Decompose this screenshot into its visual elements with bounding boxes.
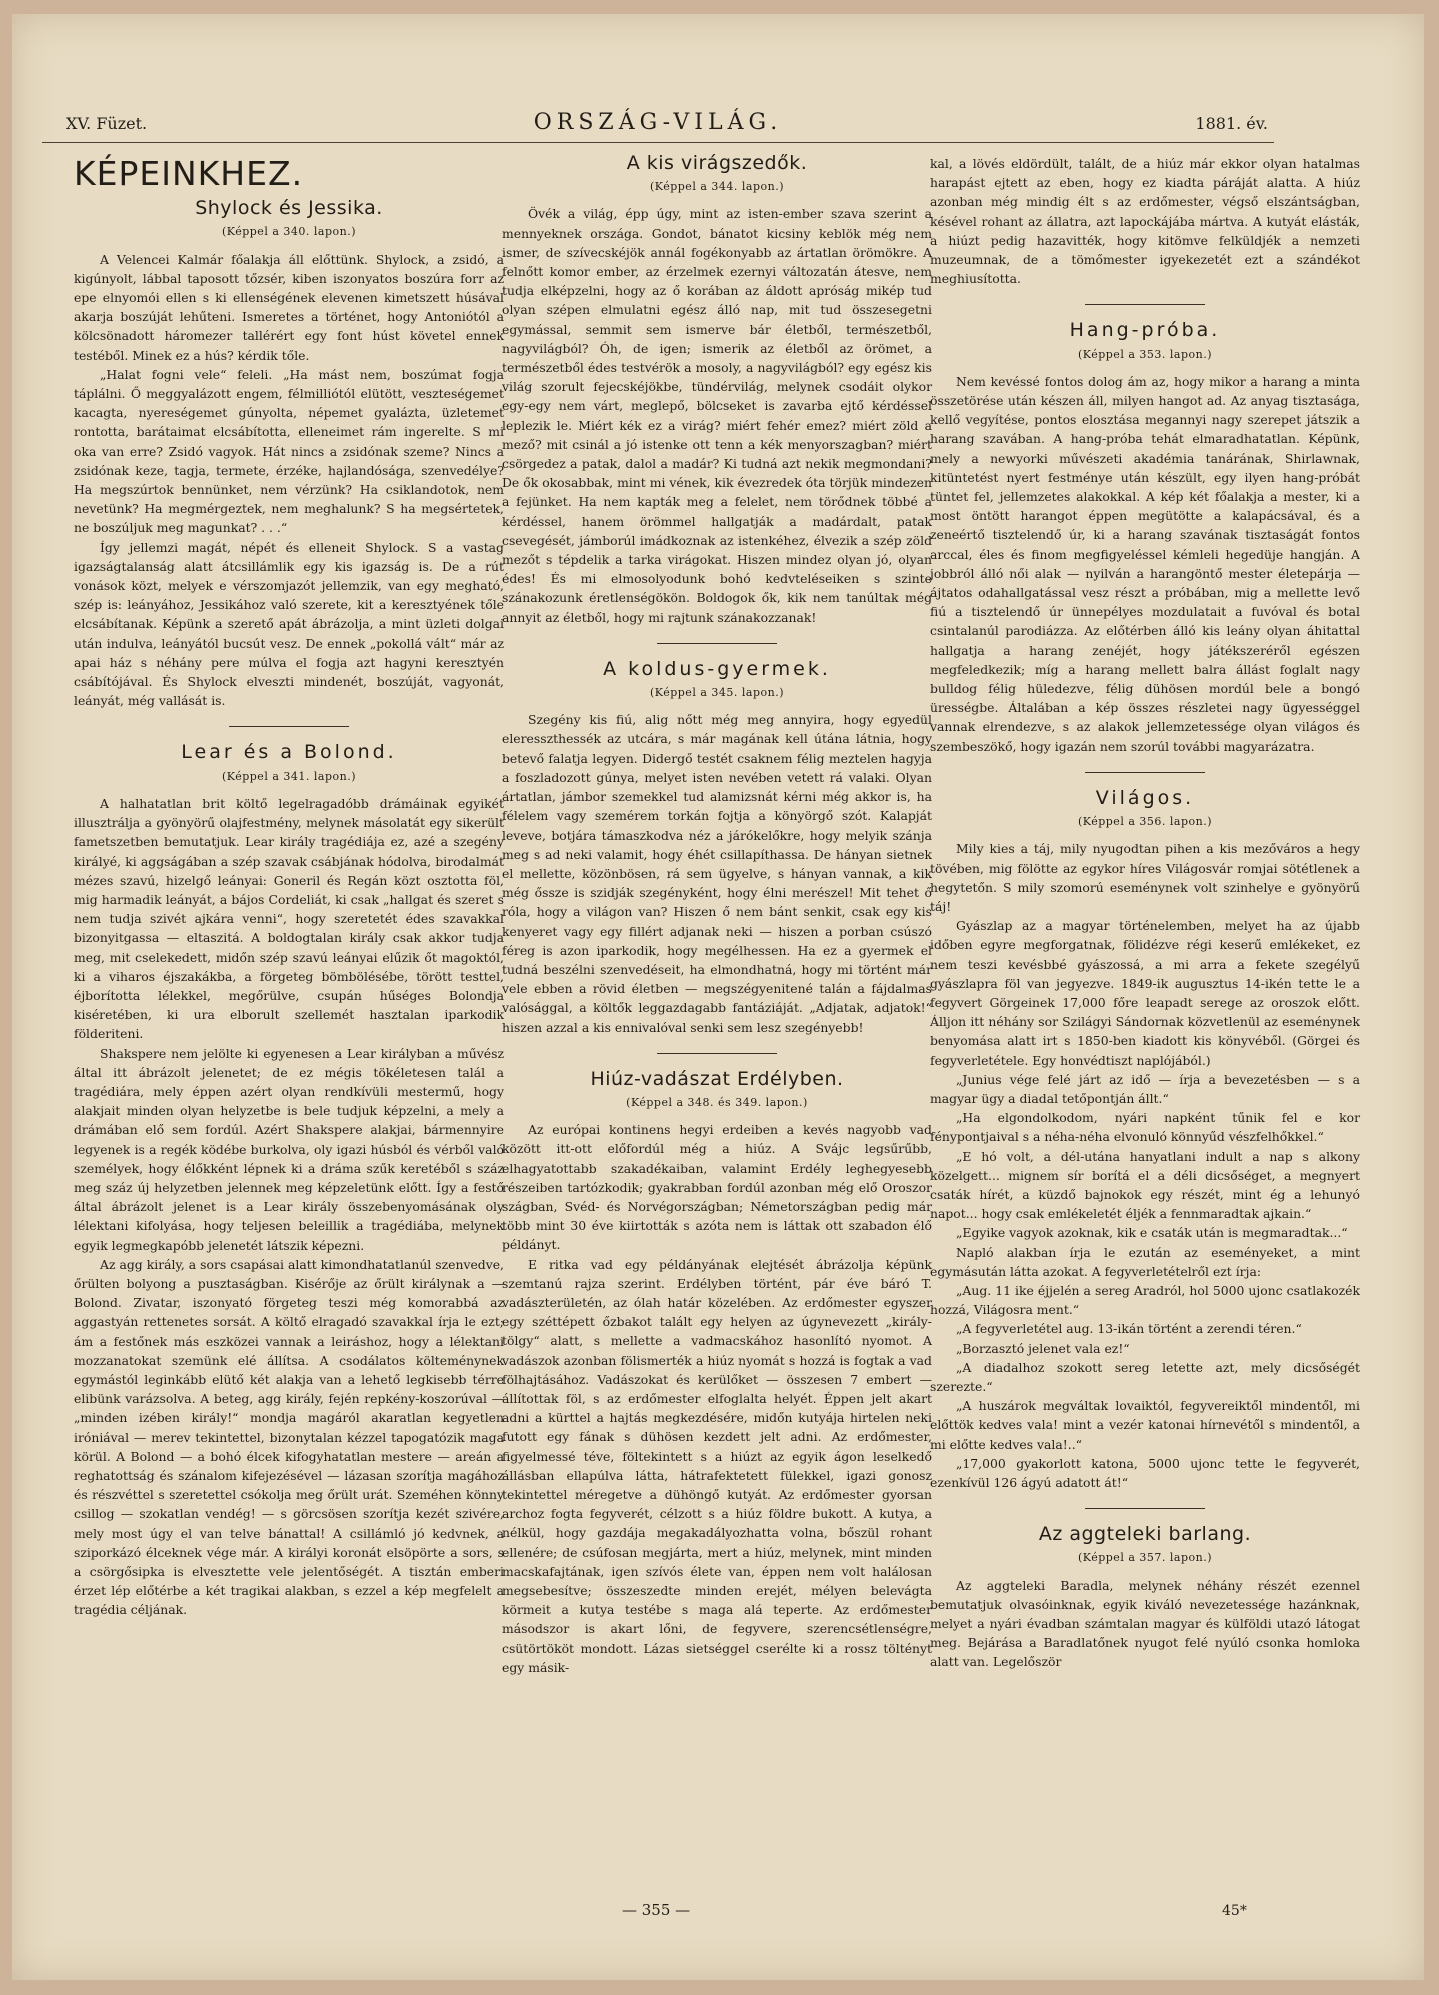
column-2 xyxy=(502,154,932,1677)
paragraph: „E hó volt, a dél-utána hanyatlani indult a nap s alkony közelgett... mignem sír borítá el a déli dicsőséget, a megnyert csaták hírét, a küzdő bajnokok egy részét, mint ég a lehunyó napot... hogy csak emlékeletét éljék a fennmaradtak ajkain.“ xyxy=(930,1148,1360,1222)
paragraph: Övék a világ, épp úgy, mint az isten-ember szava szerint a mennyeknek országa. Gondot, bánatot kicsiny keblök még nem ismer, de szívecskéjök annál fogékonyabb az ártatlan örömökre. A felnőtt komor ember, az érzelmek ezernyi változatán átesve, nem tudja elképzelni, hogy az ő korában az áldott apróság mikép tud olyan szépen elmulatni egész álló nap, mit tud összesegetni egymással, semmit sem ismerve bár életből, természetből, nagyvilágból? Óh, de igen; ismerik az életből az örömet, a természetből édes testvérök a mosoly, a nagyvilágból? egy egész kis világ szorult fejecskéjökbe, tündérvilág, melynek csodáit olykor egy-egy nem várt, meglepő, bölcseket is zavarba ejtő kérdéssel leplezik le. Miért kék ez a virág? miért fehér emez? miért zöld a mező? mit csinál a jó istenke ott tenn a kék menyorszagban? miért csörgedez a patak, dalol a madár? Ki tudná azt nekik megmondani? De ők okosabbak, mint mi vének, kik évezredek óta törjük mindezen a fejünket. Ha nem kapták meg a felelet, nem törődnek többé a kérdéssel, hanem örömmel hallgatják a madárdalt, patak csevegését, jámborúl imádkoznak az istenkéhez, élvezik a szép zöld mezőt s tépdelik a tarka virágokat. Hiszen mindez olyan jó, olyan édes! És mi elmosolyodunk bohó kedvteléseiken s szinte szánakozunk éretlenségökön. Boldogok ők, kik nem tanúltak még annyit az életből, hogy mi rajtunk szánakozzanak! xyxy=(502,206,932,625)
paragraph: „A diadalhoz szokott sereg letette azt, mely dicsőségét szerezte.“ xyxy=(930,1359,1360,1394)
article-title-vilagos: Világos. xyxy=(1095,786,1195,809)
main-title: KÉPEINKHEZ. xyxy=(74,154,304,193)
paragraph: Az agg király, a sors csapásai alatt kimondhatatlanúl szenvedve, őrülten bolyong a pusztaságban. Kisérője az őrült királynak a — Bolond. Zivatar, iszonyató förgeteg teszi még komorabbá az aggastyán rettenetes sorsát. A költő elragadó szavakkal írja le ezt; ám a festőnek más eszközei vannak a leiráshoz, hogy a lélektani mozzanatokat szemünk elé állítsa. A csodálatos költeménynek egymástól leginkább elütő két alakja van a lehető legkisebb térre elibünk varázsolva. A beteg, agg király, fején repkény-koszorúval — „minden izében király!“ mondja magáról akaratlan kegyetlen iróniával — merev tekintettel, bizonytalan kézzel tapogatózik maga körül. A Bolond — a bohó élcek kifogyhatatlan mestere — areán a reghatottság és szánalom kifejezésével — lázasan szorítja magához és részvéttel s szeretettel csókolja meg őrült urát. Szeméhen könny csillog — szokatlan vendég! — s görcsösen szorítja kezét szivére, mely most úgy el van telve bánattal! A csillámló jó kedvnek, a sziporkázó élceknek vége már. A királyi koronát elsöpörte a sors, s a csörgősipka is elvesztette vele jelentőségét. A tisztán emberi érzet lép előtérbe a két tragikai alakban, s ezzel a kép megfelelt a tragédia céljának. xyxy=(74,1256,504,1618)
section-divider xyxy=(229,726,349,727)
section-divider xyxy=(1085,1508,1205,1509)
section-divider xyxy=(657,643,777,644)
paragraph: „17,000 gyakorlott katona, 5000 ujonc tette le fegyverét, ezenkívül 126 ágyú adatott át!“ xyxy=(930,1455,1360,1490)
page-number: — 355 — xyxy=(622,1901,691,1919)
paragraph: „Aug. 11 ike éjjelén a sereg Aradról, hol 5000 ujonc csatlakozék hozzá, Világosra ment.“ xyxy=(930,1282,1360,1318)
article-ref-aggtelek: (Képpel a 357. lapon.) xyxy=(1078,1551,1212,1565)
paragraph: „Halat fogni vele“ feleli. „Ha mást nem, boszúmat fogja táplálni. Ő meggyalázott engem, félmilliótól elütött, veszteségemet kacagta, nyereségemet gúnyolta, népemet gyalázta, üzletemet rontotta, barátaimat elcsábította, elleneimet rám ingerelte. S mi oka van erre? Zsidó vagyok. Hát nincs a zsidónak szeme? Nincs a zsidónak keze, tagja, termete, érzéke, hajlandósága, szenvedélye? Ha megszúrtok bennünket, nem vérzünk? Ha csiklandotok, nem nevetünk? Ha megmérgeztek, nem meghalunk? S ha megsértetek, ne boszúljuk meg magunkat? . . .“ xyxy=(74,366,504,536)
paragraph: „Egyike vagyok azoknak, kik e csaták után is megmaradtak...“ xyxy=(956,1225,1348,1241)
column-1 xyxy=(74,154,504,1620)
paragraph: Gyászlap az a magyar történelemben, melyet ha az újabb időben egyre megforgatnak, fölidézve régi keserű emlékeket, ez nem teszi kevésbbé gyászossá, a mi arra a fekete szegélyű gyászlapra föl van jegyezve. 1849-ik augusztus 14-ikén tette le a fegyvert Görgeinek 17,000 főre leapadt serege az oroszok előtt. Álljon itt néhány sor Szilágyi Sándornak közvetlenül az eseménynek benyomása alatt irt s 1850-ben kiadott kis könyvéből. (Görgei és fegyverletétele. Egy honvédtiszt naplójából.) xyxy=(930,918,1360,1068)
paragraph: Mily kies a táj, mily nyugodtan pihen a kis mezőváros a hegy tövében, mig fölötte az egykor híres Világosvár romjai sötétlenek a hegytetőn. S mily szomorú eseménynek volt szinhelye e gyönyörű táj! xyxy=(930,841,1360,914)
article-ref-hangproba: (Képpel a 353. lapon.) xyxy=(1078,347,1212,361)
article-ref-lear: (Képpel a 341. lapon.) xyxy=(222,769,356,783)
article-ref-huiz: (Képpel a 348. és 349. lapon.) xyxy=(626,1095,808,1109)
paragraph: E ritka vad egy példányának elejtését ábrázolja képünk szemtanú rajza szerint. Erdélyben történt, pár éve báró T. vadászterületén, az ólah határ közelében. Az erdőmester egyszer egy széttépett őzbakot talált egy helyen az úgynevezett „király-tölgy“ alatt, s mellette a vadmacskához hasonlító nyomot. A vadászok azonban fölismerték a hiúz nyomát s hozzá is fogtak a vad fölhajtásához. Vadászokat és kerülőket — összesen 7 embert — állítottak föl, s az erdőmester elfoglalta helyét. Éppen jelt akart adni a kürttel a hajtás megkezdésére, midőn kutyája hirtelen neki futott egy fának s dühösen kezdett jelt adni. Az erdőmester, figyelmessé téve, föltekintett s a hiúzt az egyik ágon leselkedő állásban ellapúlva látta, hátrafektetett fülekkel, igazi gonosz tekintettel méregetve a dühöngő kutyát. Az erdőmester gyorsan archoz fogta fegyverét, célzott s a hiúz földre bukott. A kutya, a nélkül, hogy gazdája megakadályozhatta volna, bőszül rohant ellenére; de csúfosan megjárta, mert a hiúz, melynek, mint minden macskafajtának, igen szívós élete van, éppen nem volt halálosan megsebesítve; összeszedte minden erejét, mélyen belevágta körmeit a kutya testébe s maga alá teperte. Az erdőmester másodszor is akart lőni, de fegyvere, szerencsétlenségre, csütörtököt mondott. Lázas sietséggel cserélte ki a rossz töltényt egy másik- xyxy=(502,1256,932,1675)
paragraph: „Borzasztó jelenet vala ez!“ xyxy=(956,1340,1130,1356)
article-title-aggtelek: Az aggteleki barlang. xyxy=(1038,1523,1252,1546)
paragraph: „Junius vége felé járt az idő — írja a bevezetésben — s a magyar ügy a diadal tetőpontján állt.“ xyxy=(930,1071,1360,1106)
article-ref-vilagos: (Képpel a 356. lapon.) xyxy=(1078,815,1212,829)
article-title-huiz: Hiúz-vadászat Erdélyben. xyxy=(590,1067,844,1090)
paragraph: Nem kevéssé fontos dolog ám az, hogy mikor a harang a minta összetörése után készen áll, milyen hangot ad. Az anyag tisztasága, kellő vegyítése, pontos elosztása megannyi nagy szerepet játszik a harang szavában. A hang-próba tehát elmaradhatatlan. Képünk, mely a newyorki művészeti akadémia tanárának, Shirlawnak, kitüntetést nyert festménye után készült, egy ilyen hang-próbát tüntet fel, jellemzetes alakokkal. A kép két főalakja a mester, ki a most öntött harangot éppen megütötte a kalapácsával, és a zeneértő tisztelendő úr, ki a harang szavának tisztaságát fontos arccal, éles és finom megfigyeléssel kémleli hegedüje hangján. A jobbról álló női alak — nyilván a harangöntő mester életepárja — ájtatos odahallgatással vesz részt a próbában, mig a mellette levő fiú a tisztelendő úr ünnepélyes mozdulatait a fuvóval és botal csintalanúl parodiázza. Az előtérben álló kis leány olyan áhitattal hallgatja a harang zenéjét, hogy játékszeréről egészen megfeledkezik; míg a harang mellett balra állást foglalt nagy bulldog félig hüledezve, félig dühösen mordúl bele a bongó ürességbe. Általában a kép összes részletei nagy ügyességgel vannak elrendezve, s az alakok jellemzetessége olyan világos és szembeszökő, hogy igazán nem szorúl további magyarázatra. xyxy=(930,373,1360,754)
signature-mark: 45* xyxy=(1222,1903,1247,1919)
paragraph: Shakspere nem jelölte ki egyenesen a Lear királyban a művész által itt ábrázolt jelenetet; de ez mégis tökéletesen talál a tragédiára, mely éppen azért olyan rendkívüli mestermű, hogy alakjait minden olyan helyzetbe is bele tudjuk képzelni, a mely a drámában elő sem fordúl. Azért Shakspere alakjai, bármennyire legyenek is a regék ködébe burkolva, oly igazi húsból és vérből való személyek, hogy élőkként lépnek ki a dráma szűk keretéből s száz meg száz új helyzetben jelennek meg képzeletünk előtt. Így a festő által ábrázolt jelenet is a Lear király összebenyomásának oly lélektani kifolyása, hogy teljesen beleillik a tragédiába, melynek egyik legmegkapóbb jelenetét látszik képezni. xyxy=(74,1045,504,1253)
paragraph: A Velencei Kalmár főalakja áll előttünk. Shylock, a zsidó, a kigúnyolt, lábbal taposott tőzsér, kiben iszonyatos boszúra forr az epe elnyomói ellen s ki ellenségének elevenen kimetszett húsával akarja boszúját lehűteni. Ismeretes a történet, hogy Antoniótól a kölcsönadott háromezer tallérért egy font húst követel ennek testéből. Minek ez a hús? kérdik tőle. xyxy=(74,251,504,363)
paragraph: Így jellemzi magát, népét és elleneit Shylock. S a vastag igazságtalanság alatt átcsillámlik egy kis igazság is. De a rút vonások közt, melyek e vérszomjazót jellemzik, van egy megható, szép is: leányához, Jessikához való szerete, kit a keresztyének tőle elcsábítanak. Képünk a szerető apát ábrázolja, a mint üzleti dolgai után indulva, leányától bucsút vesz. De ennek „pokollá vált“ már az apai ház s néhány pere múlva el fogja azt hagyni keresztyén csábítójával. És Shylock elveszti mindenét, boszúját, vagyonát, leányát, még vallását is. xyxy=(74,539,504,709)
paragraph: „A fegyverletétel aug. 13-ikán történt a zerendi téren.“ xyxy=(956,1321,1302,1337)
column-3 xyxy=(930,154,1360,1672)
page-header xyxy=(42,102,1274,143)
issue-label: XV. Füzet. xyxy=(66,114,148,133)
section-divider xyxy=(1085,304,1205,305)
article-title-lear: Lear és a Bolond. xyxy=(181,741,397,764)
article-title-hangproba: Hang-próba. xyxy=(1069,319,1221,342)
section-divider xyxy=(1085,772,1205,773)
paragraph: Napló alakban írja le ezután az eseményeket, a mint egymásután látta azokat. A fegyverletételről ezt írja: xyxy=(930,1244,1360,1279)
year-label: 1881. év. xyxy=(1195,114,1268,133)
paragraph: „A huszárok megváltak lovaiktól, fegyvereiktől mindentől, mi előttök kedves vala! mint a vezér katonai hírnevétől s mindentől, a mi előtte kedves vala!..“ xyxy=(930,1398,1360,1452)
article-title-viragszedok: A kis virágszedők. xyxy=(626,152,808,174)
paragraph: A halhatatlan brit költő legelragadóbb drámáinak egyikét illusztrálja a gyönyörű olajfestmény, melynek másolatát egy sikerült fametszetben bemutatjuk. Lear király tragédiája ez, azé a szegény királyé, ki aggságában a szép szavak csábjának hódolva, birodalmát mézes szavú, hizelgő leányai: Goneril és Regán közt osztotta föl, mig harmadik leányát, a bájos Cordeliát, ki csak „hallgat és szeret s nem tudja szivét ajkára venni“, hogy szeretetét édes szavakkal bizonyitgassa — eltaszitá. A boldogtalan király csak akkor tudja meg, mit cselekedett, midőn szép szavú leányai elűzik őt magoktól, ki a viharos éjszakákba, a förgeteg bömbölésébe, törött testtel, éjborította lélekkel, megőrülve, csupán hűséges Bolondja kiséretében, ki ura elborult szellemét hasztalan iparkodik földeriteni. xyxy=(74,795,504,1042)
article-ref-viragszedok: (Képpel a 344. lapon.) xyxy=(650,180,784,194)
journal-title: ORSZÁG-VILÁG. xyxy=(533,110,783,135)
paragraph: kal, a lövés eldördült, talált, de a hiúz már ekkor olyan hatalmas harapást ejtett az eben, hogy ez kiadta páráját alatta. A hiúz azonban még mindig élt s az erdőmester, végső elszántságban, késével rohant az állatra, azt lapockájába mártva. A kutyát elásták, a hiúzt pedig hazavitték, hogy kitömve felküldjék a nemzeti muzeumnak, de a tömőmester igyekezetét ezt a szándékot meghiusította. xyxy=(930,156,1360,287)
paragraph: Az aggteleki Baradla, melynek néhány részét ezennel bemutatjuk olvasóinknak, egyik kiváló nevezetessége hazánknak, melyet a nyári évadban számtalan magyar és külföldi utazó látogat meg. Bejárása a Baradlatőnek nyugot felé nyúló csonka homloka alatt van. Legelőször xyxy=(930,1577,1360,1670)
article-title-shylock: Shylock és Jessika. xyxy=(195,197,383,220)
paragraph: Az európai kontinens hegyi erdeiben a kevés nagyobb vad között itt-ott előfordúl még a hiúz. A Svájc legsűrűbb, elhagyatottabb szakadékaiban, valamint Erdély leghegyesebb részeiben tartózkodik; gyakrabban fordúl azonban még elő Oroszor szágban, Svéd- és Norvégországban; Németországban pedig már több mint 30 éve kiirtották s azóta nem is láttak ott szabadon élő példányt. xyxy=(502,1122,932,1253)
newspaper-page xyxy=(12,14,1424,1980)
article-title-koldus: A koldus-gyermek. xyxy=(603,657,831,680)
paragraph: „Ha elgondolkodom, nyári napként tűnik fel e kor fénypontjaival s a néha-néha elvonuló könnyűd vészfelhőkkel.“ xyxy=(930,1110,1360,1145)
article-ref-koldus: (Képpel a 345. lapon.) xyxy=(650,686,784,700)
section-divider xyxy=(657,1053,777,1054)
article-ref-shylock: (Képpel a 340. lapon.) xyxy=(222,225,356,239)
paragraph: Szegény kis fiú, alig nőtt még meg annyira, hogy egyedül eleresszthessék az utcára, s már magának kell útána látnia, hogy betevő falatja legyen. Didergő testét csaknem félig meztelen hagyja a foszladozott gúnya, melyet isten nevében vetett rá valaki. Olyan ártatlan, jámbor szemekkel tud alamizsnát kérni még akkor is, ha félelem vagy szemérem torkán fojtja a könyörgő szót. Kalapját leveve, botjára támaszkodva néz a járókelőkre, hogy melyik szánja meg s ad neki valamit, hogy éhét csillapíthassa. De hányan sietnek el mellette, közönbösen, rá sem ügyelve, s hányan vannak, a kik még őssze is szidják szegényként, hogy élni merészel! Mit tehet ő róla, hogy a világon van? Hiszen ő nem bánt senkit, csak egy kis kenyeret vagy egy fillért adjanak neki — hiszen a porban csúszó féreg is azon iparkodik, hogy megélhessen. Ha ez a gyermek el tudná beszélni szenvedéseit, ha elmondhatná, hogy mi történt már vele ebben a rövid életben — megszégyenitené talán a fájdalmas valósággal, a költők leggazdagabb fantáziáját. „Adjatak, adjatok!“ hiszen azzal a kis ennivalóval senki sem lesz szegényebb! xyxy=(502,712,932,1035)
